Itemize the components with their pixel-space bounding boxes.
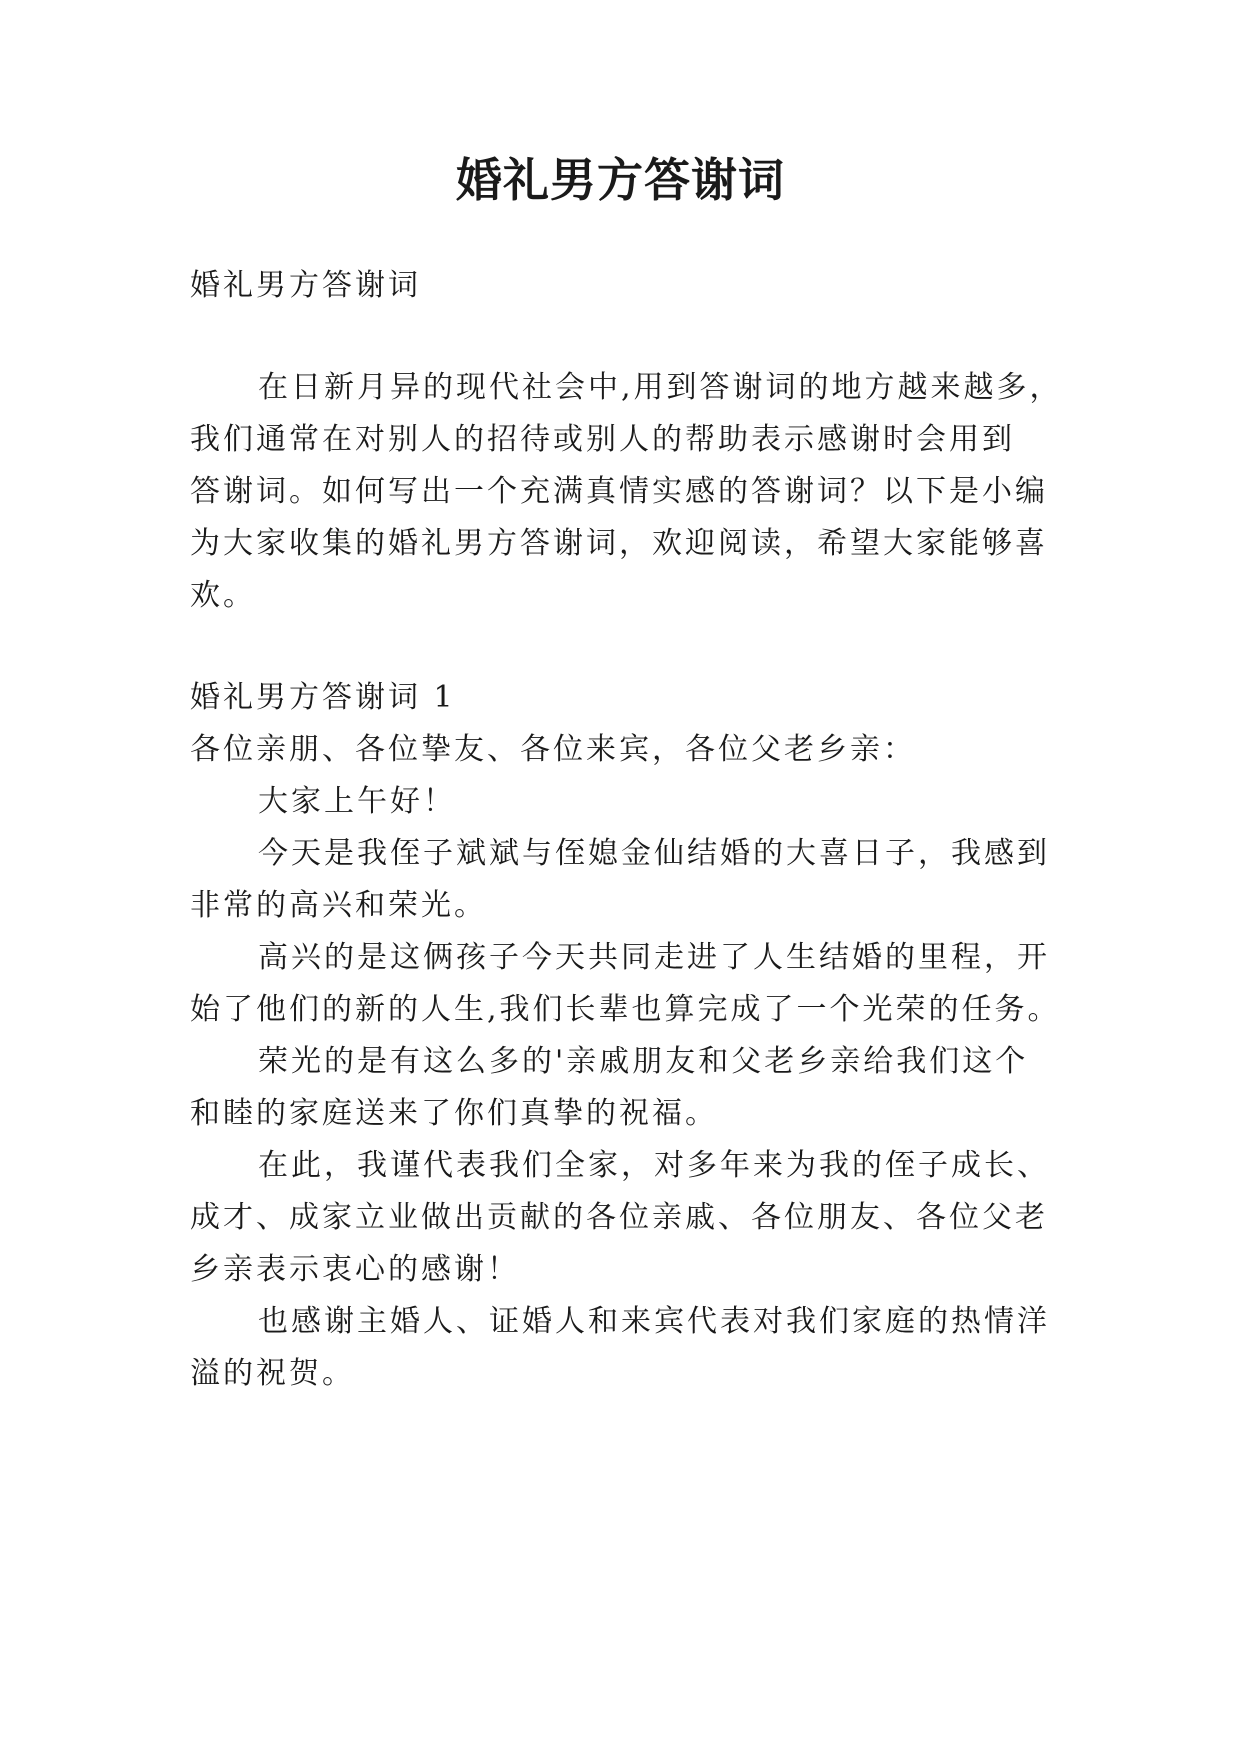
body-line: 和睦的家庭送来了你们真挚的祝福。 — [190, 1096, 718, 1131]
body-line: 乡亲表示衷心的感谢！ — [190, 1252, 520, 1287]
body-line: 非常的高兴和荣光。 — [190, 888, 487, 923]
body-line: 溢的祝贺。 — [190, 1356, 355, 1391]
body-line: 欢。 — [190, 578, 256, 613]
body-line: 我们通常在对别人的招待或别人的帮助表示感谢时会用到 — [190, 422, 1015, 457]
body-line: 在日新月异的现代社会中,用到答谢词的地方越来越多， — [258, 370, 1063, 405]
document-title: 婚礼男方答谢词 — [456, 153, 785, 207]
body-line: 高兴的是这俩孩子今天共同走进了人生结婚的里程，开 — [258, 940, 1050, 975]
salutation-line: 各位亲朋、各位挚友、各位来宾，各位父老乡亲： — [190, 732, 916, 767]
body-line: 始了他们的新的人生,我们长辈也算完成了一个光荣的任务。 — [190, 992, 1061, 1027]
body-line: 也感谢主婚人、证婚人和来宾代表对我们家庭的热情洋 — [258, 1304, 1050, 1339]
body-line: 今天是我侄子斌斌与侄媳金仙结婚的大喜日子，我感到 — [258, 836, 1050, 871]
body-line: 在此，我谨代表我们全家，对多年来为我的侄子成长、 — [258, 1148, 1050, 1183]
section-heading: 婚礼男方答谢词 1 — [190, 680, 456, 715]
body-line: 大家上午好！ — [258, 784, 456, 819]
body-line: 答谢词。如何写出一个充满真情实感的答谢词？以下是小编 — [190, 474, 1048, 509]
body-line: 成才、成家立业做出贡献的各位亲戚、各位朋友、各位父老 — [190, 1200, 1048, 1235]
body-line: 荣光的是有这么多的'亲戚朋友和父老乡亲给我们这个 — [258, 1044, 1029, 1079]
body-line: 为大家收集的婚礼男方答谢词，欢迎阅读，希望大家能够喜 — [190, 526, 1048, 561]
subtitle-line: 婚礼男方答谢词 — [190, 268, 421, 303]
